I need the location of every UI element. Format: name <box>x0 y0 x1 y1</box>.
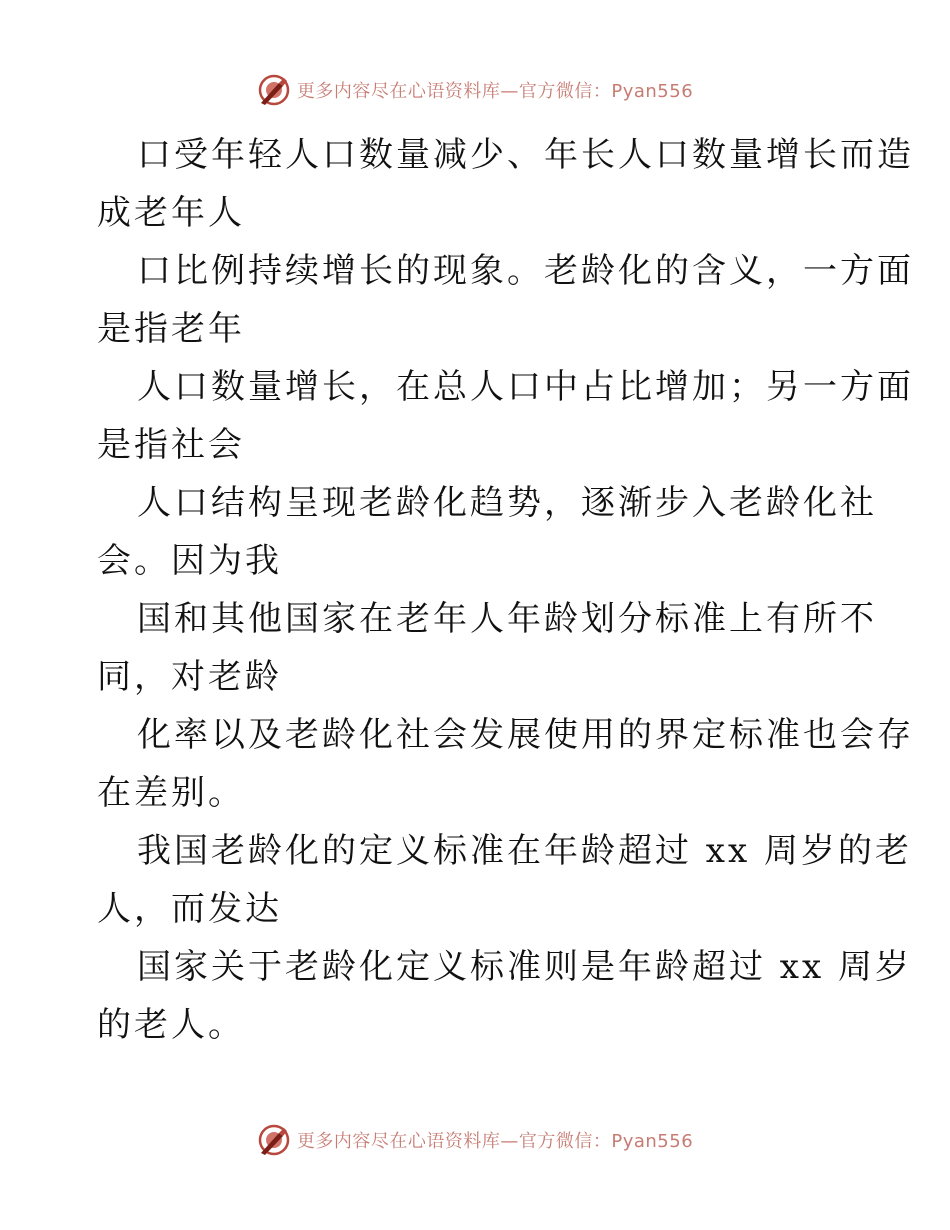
paragraph-line: 在差别。 <box>97 773 245 813</box>
paragraph <box>97 706 914 822</box>
paragraph-line: 同，对老龄 <box>97 657 282 697</box>
document-body <box>97 126 914 1054</box>
paragraph-line: 口受年轻人口数量减少、年长人口数量增长而造 <box>137 135 914 175</box>
paragraph-line: 的老人。 <box>97 1005 245 1045</box>
paragraph <box>97 358 914 474</box>
paragraph-line: 我国老龄化的定义标准在年龄超过 xx 周岁的老 <box>137 831 912 871</box>
paragraph-line: 国和其他国家在老年人年龄划分标准上有所不 <box>137 599 877 639</box>
paragraph-line: 会。因为我 <box>97 541 282 581</box>
paragraph-line: 成老年人 <box>97 193 245 233</box>
paragraph-line: 人，而发达 <box>97 889 282 929</box>
watermark-text: 更多内容尽在心语资料库—官方微信：Pyan556 <box>296 81 694 102</box>
paragraph <box>97 126 914 242</box>
paragraph <box>97 474 877 590</box>
header-watermark <box>0 70 950 110</box>
paragraph <box>97 590 877 706</box>
paragraph-line: 人口结构呈现老龄化趋势，逐渐步入老龄化社 <box>137 483 877 523</box>
watermark-text: 更多内容尽在心语资料库—官方微信：Pyan556 <box>296 1131 694 1152</box>
paragraph-line: 口比例持续增长的现象。老龄化的含义，一方面 <box>137 251 914 291</box>
paragraph-line: 人口数量增长，在总人口中占比增加；另一方面 <box>137 367 914 407</box>
paragraph-line: 国家关于老龄化定义标准则是年龄超过 xx 周岁 <box>137 947 912 987</box>
pen-circle-logo-icon <box>257 1123 291 1157</box>
paragraph <box>97 822 912 938</box>
pen-circle-logo-icon <box>257 73 291 107</box>
paragraph-line: 化率以及老龄化社会发展使用的界定标准也会存 <box>137 715 914 755</box>
paragraph-line: 是指社会 <box>97 425 245 465</box>
paragraph-line: 是指老年 <box>97 309 245 349</box>
footer-watermark <box>0 1120 950 1160</box>
paragraph <box>97 242 914 358</box>
paragraph <box>97 938 912 1054</box>
